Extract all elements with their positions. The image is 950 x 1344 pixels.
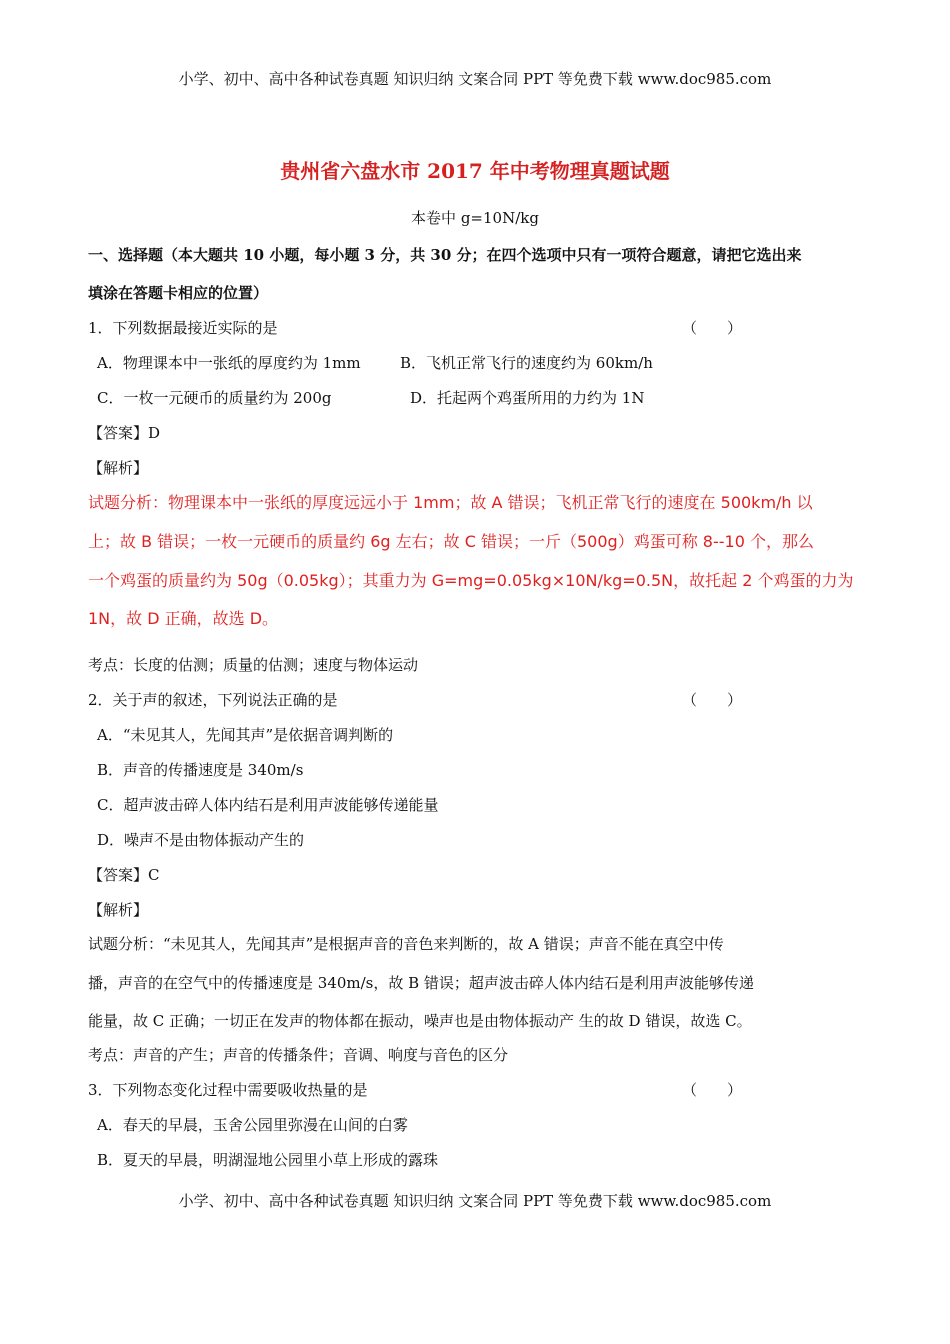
q2-answer: 【答案】C	[88, 866, 160, 884]
q3-stem: 3．下列物态变化过程中需要吸收热量的是	[88, 1081, 368, 1099]
q1-answer: 【答案】D	[88, 424, 161, 442]
q1-analysis-line: 试题分析：物理课本中一张纸的厚度远远小于 1mm；故 A 错误；飞机正常飞行的速度在 500km/h 以	[88, 493, 813, 512]
q2-option-b: B．声音的传播速度是 340m/s	[97, 761, 304, 779]
page-title: 贵州省六盘水市 2017 年中考物理真题试题	[280, 159, 670, 183]
q1-option-a: A．物理课本中一张纸的厚度约为 1mm	[97, 354, 361, 372]
q2-analysis-line: 试题分析：“未见其人，先闻其声”是根据声音的音色来判断的，故 A 错误；声音不能在真空中传	[88, 935, 724, 953]
subtitle: 本卷中 g=10N/kg	[411, 209, 539, 227]
q2-option-d: D．噪声不是由物体振动产生的	[97, 831, 305, 849]
q3-option-b: B．夏天的早晨，明湖湿地公园里小草上形成的露珠	[97, 1151, 439, 1169]
q3-answer-blank: （ ）	[682, 1081, 743, 1099]
section-heading-line2: 填涂在答题卡相应的位置）	[88, 284, 269, 302]
page-header: 小学、初中、高中各种试卷真题 知识归纳 文案合同 PPT 等免费下载 www.doc985.com	[178, 70, 772, 88]
q2-analysis-line: 播，声音的在空气中的传播速度是 340m/s，故 B 错误；超声波击碎人体内结石是利用声波能够传递	[88, 974, 754, 992]
q3-option-a: A．春天的早晨，玉舍公园里弥漫在山间的白雾	[97, 1116, 408, 1134]
q1-option-d: D．托起两个鸡蛋所用的力约为 1N	[410, 389, 645, 407]
q2-option-c: C．超声波击碎人体内结石是利用声波能够传递能量	[97, 796, 439, 814]
page-footer: 小学、初中、高中各种试卷真题 知识归纳 文案合同 PPT 等免费下载 www.doc985.com	[178, 1192, 772, 1210]
q2-stem: 2．关于声的叙述，下列说法正确的是	[88, 691, 338, 709]
q1-option-b: B．飞机正常飞行的速度约为 60km/h	[400, 354, 653, 372]
q2-kaodian: 考点：声音的产生；声音的传播条件；音调、响度与音色的区分	[88, 1046, 509, 1064]
section-heading-line1: 一、选择题（本大题共 10 小题，每小题 3 分，共 30 分；在四个选项中只有一项符合题意，请把它选出来	[88, 246, 802, 264]
q1-option-c: C．一枚一元硬币的质量约为 200g	[97, 389, 332, 407]
q1-analysis-label: 【解析】	[88, 459, 149, 477]
q1-analysis-line: 一个鸡蛋的质量约为 50g（0.05kg）；其重力为 G=mg=0.05kg×10N/kg=0.5N，故托起 2 个鸡蛋的力为	[88, 571, 854, 590]
q1-stem: 1．下列数据最接近实际的是	[88, 319, 278, 337]
q2-option-a: A．“未见其人，先闻其声”是依据音调判断的	[97, 726, 394, 744]
q2-analysis-line: 能量，故 C 正确；一切正在发声的物体都在振动，噪声也是由物体振动产 生的故 D 错误，故选 C。	[88, 1012, 752, 1030]
q2-analysis-label: 【解析】	[88, 901, 149, 919]
q1-analysis-line: 1N，故 D 正确，故选 D。	[88, 609, 279, 628]
q1-kaodian: 考点：长度的估测；质量的估测；速度与物体运动	[88, 656, 419, 674]
q1-answer-blank: （ ）	[682, 319, 743, 337]
q2-answer-blank: （ ）	[682, 691, 743, 709]
q1-analysis-line: 上；故 B 错误；一枚一元硬币的质量约 6g 左右；故 C 错误；一斤（500g）鸡蛋可称 8--10 个，那么	[88, 532, 814, 551]
